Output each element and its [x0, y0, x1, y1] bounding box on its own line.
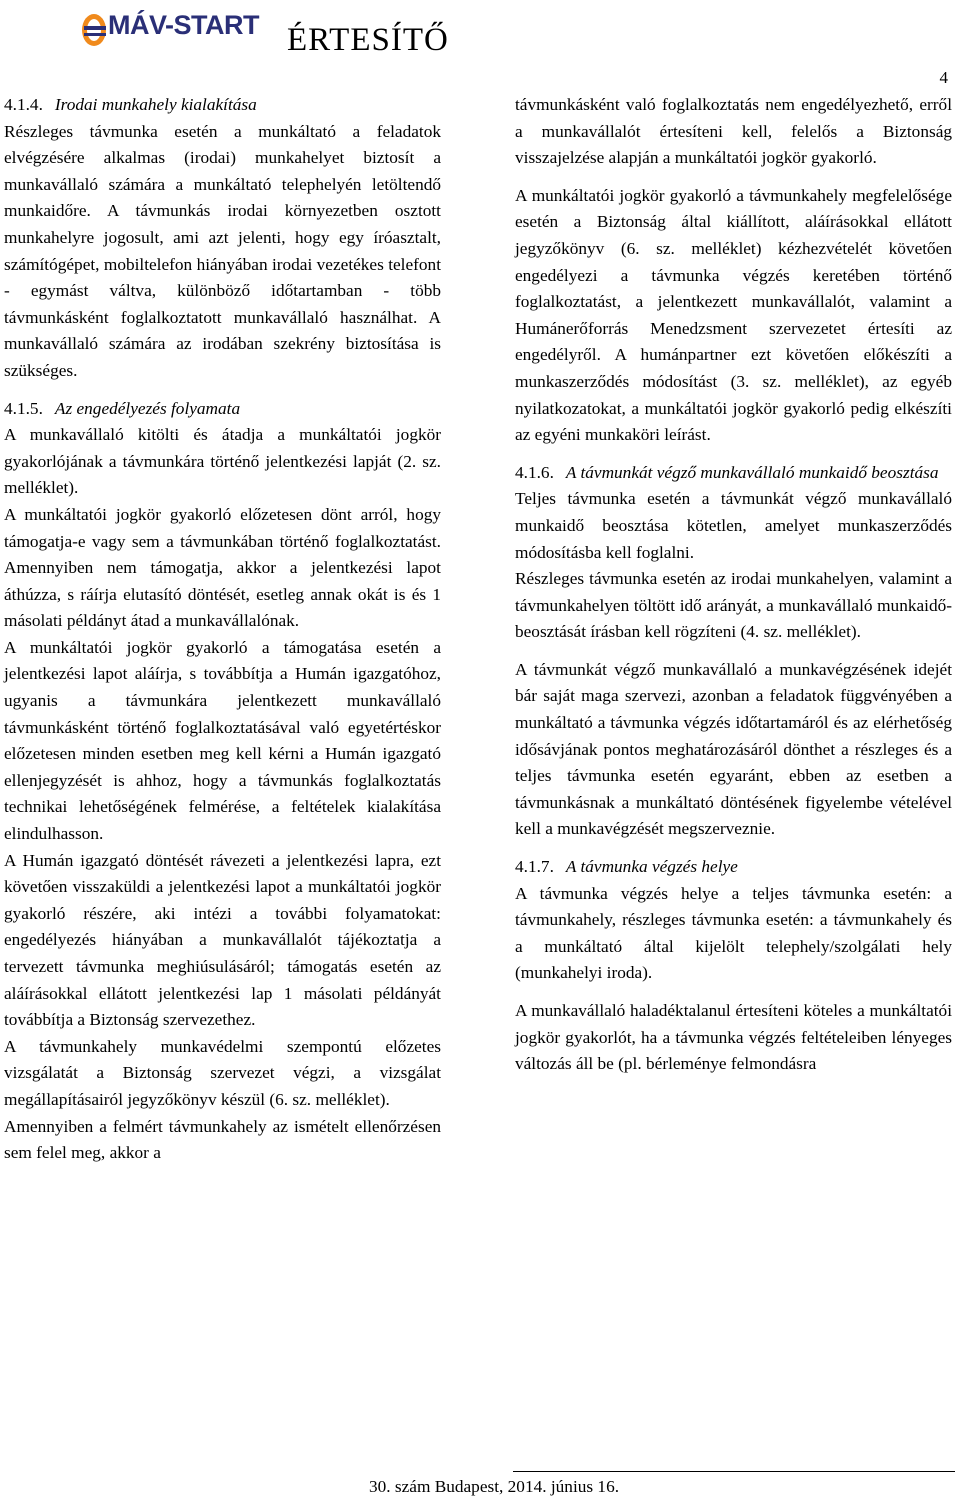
section-number: 4.1.6. — [515, 462, 554, 482]
paragraph: Részleges távmunka esetén az irodai munkahelyen, valamint a távmunkahelyen töltött idő arányát, a munkavállaló munkaidő-beosztását írásban kell rögzíteni (4. sz. melléklet). — [515, 569, 952, 642]
section-title: Az engedélyezés folyamata — [54, 398, 241, 418]
section-heading-4-1-7 — [515, 854, 952, 881]
section-title: A távmunka végzés helye — [565, 857, 738, 877]
right-column — [515, 92, 952, 1078]
paragraph: A munkavállaló kitölti és átadja a munkáltatói jogkör gyakorlójának a távmunkára történő jelentkezési lapját (2. sz. melléklet). — [4, 425, 441, 498]
section-title: A távmunkát végző munkavállaló munkaidő beosztása — [565, 462, 939, 482]
section-heading-4-1-4 — [4, 92, 441, 119]
paragraph: Teljes távmunka esetén a távmunkát végző munkavállaló munkaidő beosztása kötetlen, amelyet munkaszerződés módosításba kell foglalni. — [515, 489, 952, 562]
paragraph: A távmunkahely munkavédelmi szempontú előzetes vizsgálatát a Biztonság szervezet végzi, a vizsgálat megállapításairól jegyzőkönyv készül (6. sz. melléklet). — [4, 1036, 441, 1109]
section-heading-4-1-5 — [4, 396, 441, 423]
footer-divider — [513, 1471, 955, 1472]
paragraph: Amennyiben a felmért távmunkahely az ismételt ellenőrzésen sem felel meg, akkor a — [4, 1116, 441, 1163]
paragraph: távmunkásként való foglalkoztatás nem engedélyezhető, erről a munkavállalót értesíteni kell, felelős a Biztonság visszajelzése alapján a munkáltatói jogkör gyakorló. — [515, 95, 952, 168]
section-number: 4.1.7. — [515, 857, 554, 877]
paragraph: A munkavállaló haladéktalanul értesíteni köteles a munkáltatói jogkör gyakorlót, ha a távmunka végzés feltételeiben lényeges változás áll be (pl. bérleménye felmondásra — [515, 1001, 952, 1074]
left-column — [4, 92, 441, 1167]
paragraph: Részleges távmunka esetén a munkáltató a feladatok elvégzésére alkalmas (irodai) munkahelyet biztosít a munkavállaló számára a munkáltató telephelyén letöltendő munkaidőre. A távmunkás irodai környezetben osztott munkahelyre jogosult, ami azt jelenti, hogy egy íróasztalt, számítógépet, mobiltelefon hiányában irodai vezetékes telefont - egymást váltva, különböző időtartamban - több távmunkásként foglalkoztatott munkavállaló használhat. A munkavállaló számára az irodában szekrény biztosítása is szükséges. — [4, 121, 441, 380]
logo-text: MÁV-START — [108, 10, 259, 40]
paragraph: A munkáltatói jogkör gyakorló a távmunkahely megfelelősége esetén a Biztonság által kiállított, aláírásokkal ellátott jegyzőkönyv (6. sz. melléklet) kézhezvételét követően engedélyezi a távmunka végzés keretében történő foglalkoztatást, a jelentkezett munkavállalót, valamint a Humánerőforrás Menedzsment szervezetet értesíti az engedélyről. A humánpartner ezt követően előkészíti a munkaszerződés módosítást (3. sz. melléklet), az egyéb nyilatkozatokat, a munkáltatói jogkör gyakorló pedig elkészíti az egyéni munkaköri leírást. — [515, 185, 952, 445]
section-heading-4-1-6 — [515, 460, 952, 487]
page-header — [0, 0, 960, 92]
page-number: 4 — [939, 68, 948, 87]
publication-title: ÉRTESÍTŐ — [287, 22, 449, 58]
section-title: Irodai munkahely kialakítása — [54, 95, 257, 114]
page-footer: 30. szám Budapest, 2014. június 16. — [368, 1477, 620, 1496]
paragraph: A munkáltatói jogkör gyakorló előzetesen dönt arról, hogy támogatja-e vagy sem a távmunkában történő foglalkoztatást. Amennyiben nem támogatja, akkor a jelentkezési lapot áthúzza, s ráírja elutasító döntését, esetleg annak okát is és 1 másolati példányt átad a munkavállalónak. — [4, 504, 441, 631]
paragraph: A Humán igazgató döntését rávezeti a jelentkezési lapra, ezt követően visszaküldi a jelentkezési lapot a munkáltatói jogkör gyakorló részére, aki intézi a további folyamatokat: engedélyezés hiányában a munkavállalót tájékoztatja a tervezett távmunka meghiúsulásáról; támogatás esetén az aláírásokkal ellátott jelentkezési lap 1 másolati példányát továbbítja a Biztonság szervezethez. — [4, 850, 441, 1030]
paragraph: A távmunka végzés helye a teljes távmunka esetén: a távmunkahely, részleges távmunka esetén: a távmunkahely és a munkáltató által kijelölt telephely/szolgálati hely (munkahelyi iroda). — [515, 883, 952, 983]
section-number: 4.1.4. — [4, 95, 43, 114]
section-number: 4.1.5. — [4, 398, 43, 418]
paragraph: A távmunkát végző munkavállaló a munkavégzésének idejét bár saját maga szervezi, azonban a feladatok függvényében a munkáltató a távmunka végzés időtartamáról és az elérhetőség idősávjának pontos meghatározásáról dönthet a részleges és a teljes távmunka esetén egyaránt, ebben az esetben a távmunkásnak a munkáltató döntésének figyelembe vételével kell a munkavégzését megszerveznie. — [515, 659, 952, 839]
paragraph: A munkáltatói jogkör gyakorló a támogatása esetén a jelentkezési lapot aláírja, s továbbítja a Humán igazgatóhoz, ugyanis a távmunkára jelentkezett munkavállaló távmunkásként történő foglalkoztatásával való egyetértéskor előzetesen minden esetben meg kell kérni a Humán igazgató ellenjegyzését is ahhoz, hogy a távmunkás foglalkoztatás technikai lehetőségének felmérése, a feltételek kialakítása elindulhasson. — [4, 637, 441, 844]
